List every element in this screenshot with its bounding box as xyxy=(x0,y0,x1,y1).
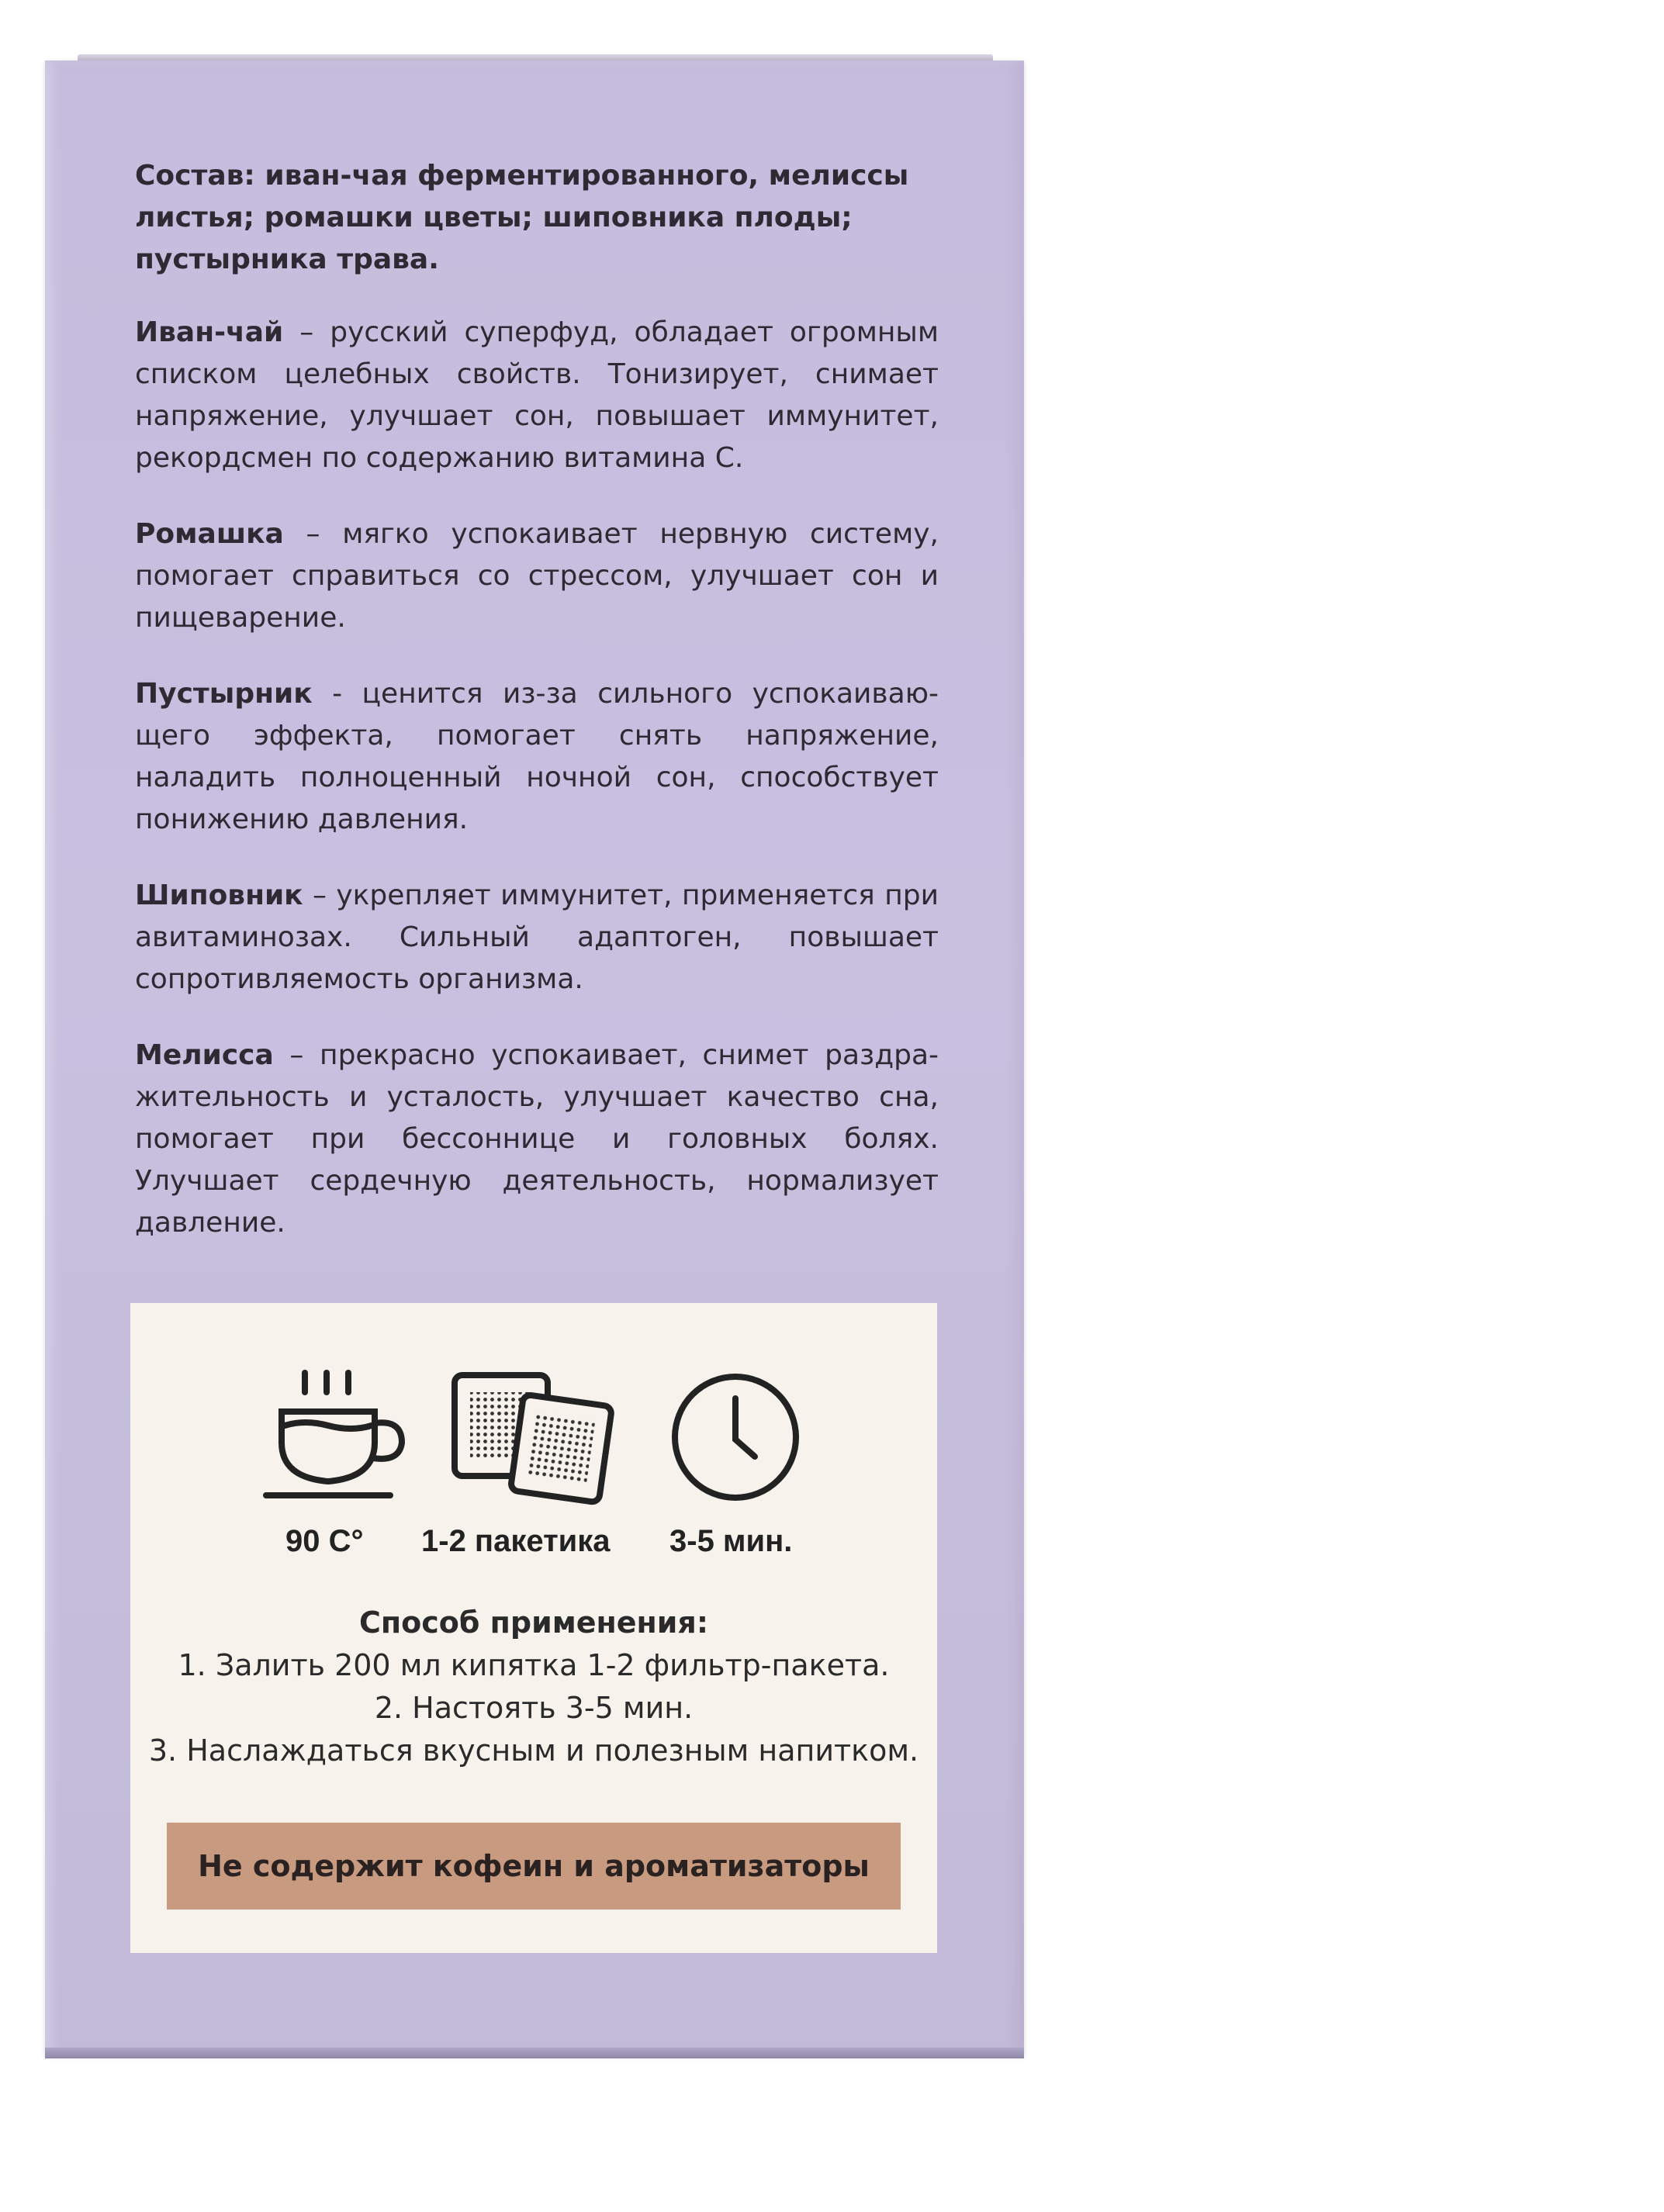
herb-paragraph-romashka xyxy=(135,513,939,639)
temperature-label: 90 C° xyxy=(285,1524,364,1558)
herb-name: Мелисса xyxy=(135,1039,274,1071)
herb-description: – укрепляет иммунитет, применяется при авитаминозах. Сильный адаптоген, повышает сопротивляемость организма. xyxy=(135,880,939,995)
time-label: 3-5 мин. xyxy=(669,1524,793,1558)
usage-step-1: 1. Залить 200 мл кипятка 1-2 фильтр-пакета. xyxy=(178,1648,890,1682)
description-area xyxy=(135,155,939,1278)
herb-paragraph-shipovnik xyxy=(135,875,939,1001)
composition-text: Состав: иван-чая ферментированного, мелиссы листья; ромашки цветы; шиповника плоды; пустырника трава. xyxy=(135,160,909,275)
herb-description: - ценится из-за сильного успокаиваю-щего эффекта, помогает снять напряжение, наладить полноценный ночной сон, способствует понижению давления. xyxy=(135,678,939,835)
herb-paragraph-pustyrnik xyxy=(135,673,939,841)
tea-bags-icon xyxy=(447,1361,618,1509)
herb-description: – русский суперфуд, обладает огромным списком целебных свойств. Тонизирует, снимает напряжение, улучшает сон, повышает иммунитет, рекордсмен по содержанию витамина С. xyxy=(135,316,939,474)
bags-label: 1-2 пакетика xyxy=(421,1524,611,1558)
usage-title: Способ применения: xyxy=(358,1605,709,1640)
clock-icon xyxy=(669,1371,801,1503)
herb-description: – прекрасно успокаивает, снимет раздра-жительность и усталость, улучшает качество сна, помогает при бессоннице и головных болях. Улучшает сердечную деятельность, нормализует давление. xyxy=(135,1039,939,1239)
brewing-panel xyxy=(130,1303,937,1953)
herb-paragraph-ivan-chai xyxy=(135,312,939,479)
herb-description: – мягко успокаивает нервную систему, помогает справиться со стрессом, улучшает сон и пищеварение. xyxy=(135,518,939,634)
no-caffeine-badge: Не содержит кофеин и ароматизаторы xyxy=(167,1823,901,1910)
herb-name: Ромашка xyxy=(135,518,284,550)
herb-name: Иван-чай xyxy=(135,316,284,348)
box-bottom-edge xyxy=(45,2048,1024,2058)
hot-cup-icon xyxy=(258,1365,413,1505)
usage-step-2: 2. Настоять 3-5 мин. xyxy=(374,1691,694,1725)
herb-name: Пустырник xyxy=(135,678,313,710)
herb-name: Шиповник xyxy=(135,880,303,911)
herb-paragraph-melissa xyxy=(135,1035,939,1244)
usage-step-3: 3. Наслаждаться вкусным и полезным напитком. xyxy=(148,1733,919,1768)
